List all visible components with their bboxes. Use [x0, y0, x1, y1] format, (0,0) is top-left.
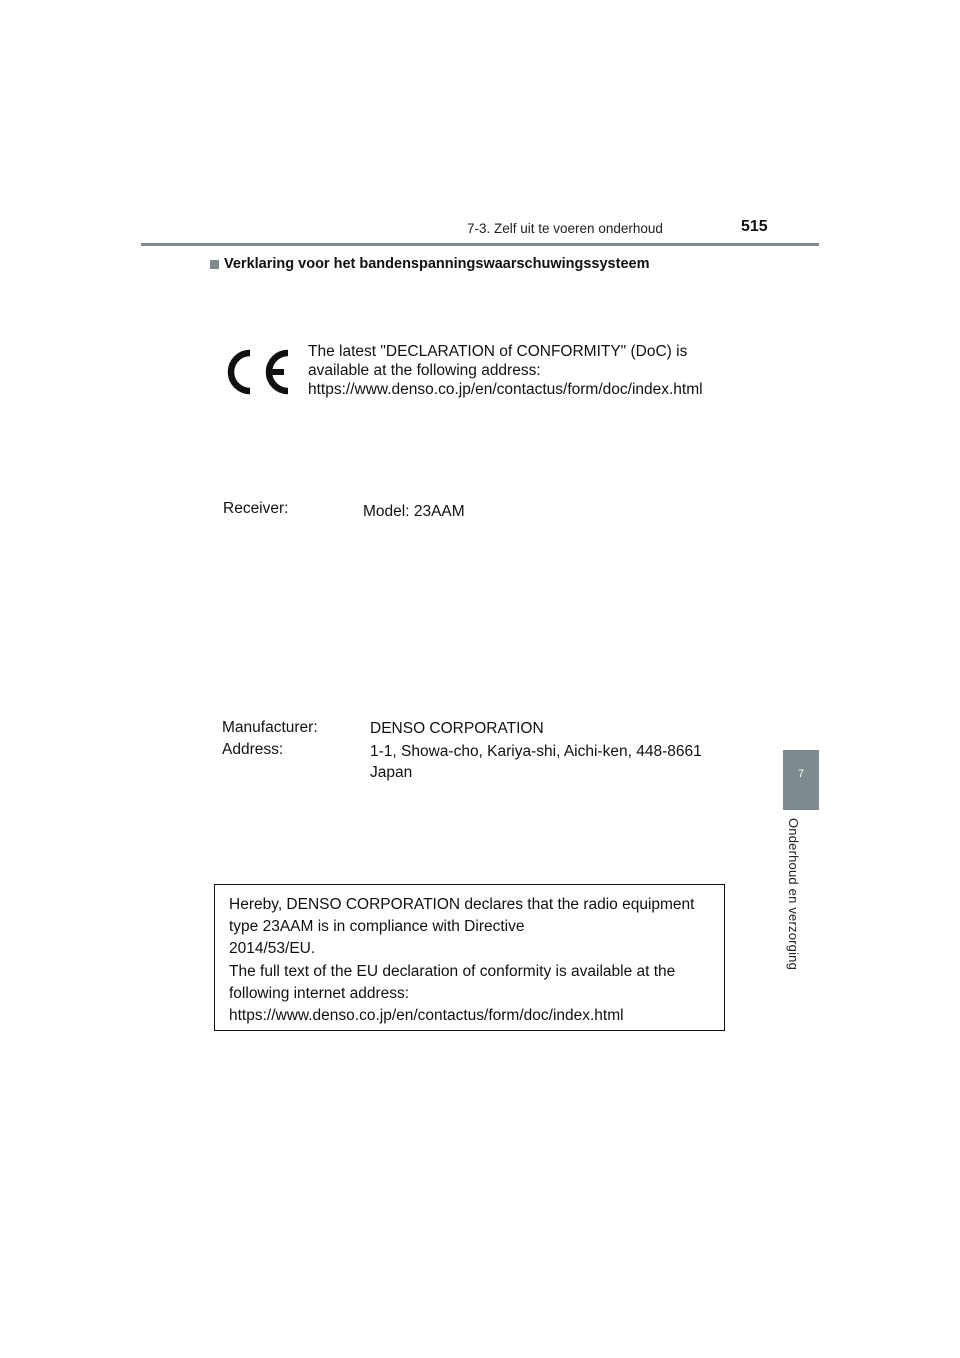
section-reference: 7-3. Zelf uit te voeren onderhoud: [467, 221, 663, 236]
section-heading: [210, 256, 649, 272]
declaration-line: following internet address:: [229, 984, 410, 1002]
ce-mark-icon: [222, 346, 292, 398]
declaration-line: The full text of the EU declaration of conformity is available at the: [229, 962, 676, 980]
chapter-number: 7: [797, 768, 805, 780]
eu-declaration-box: [214, 884, 725, 1031]
receiver-label: Receiver:: [223, 500, 289, 517]
address-line-2: Japan: [370, 764, 413, 781]
manufacturer-label: Manufacturer:: [222, 719, 318, 736]
declaration-url: https://www.denso.co.jp/en/contactus/form/doc/index.html: [229, 1007, 624, 1025]
address-line-1: 1-1, Showa-cho, Kariya-shi, Aichi-ken, 448-8661: [370, 743, 702, 760]
chapter-tab: [783, 750, 819, 810]
chapter-title: Onderhoud en verzorging: [786, 818, 801, 971]
manufacturer-name: DENSO CORPORATION: [370, 720, 544, 737]
declaration-line: type 23AAM is in compliance with Directive: [229, 918, 525, 936]
conformity-url: https://www.denso.co.jp/en/contactus/form/doc/index.html: [308, 381, 703, 398]
conformity-line: The latest "DECLARATION of CONFORMITY" (DoC) is: [308, 343, 688, 360]
conformity-line: available at the following address:: [308, 362, 541, 379]
conformity-notice: [308, 342, 703, 399]
square-bullet-icon: [210, 260, 219, 269]
section-heading-text: Verklaring voor het bandenspanningswaarschuwingssysteem: [224, 256, 650, 272]
declaration-line: Hereby, DENSO CORPORATION declares that the radio equipment: [229, 896, 695, 913]
page-number: 515: [741, 218, 768, 235]
header-divider: [141, 243, 819, 246]
receiver-model: Model: 23AAM: [363, 503, 465, 520]
declaration-line: 2014/53/EU.: [229, 940, 316, 958]
address-label: Address:: [222, 741, 284, 758]
